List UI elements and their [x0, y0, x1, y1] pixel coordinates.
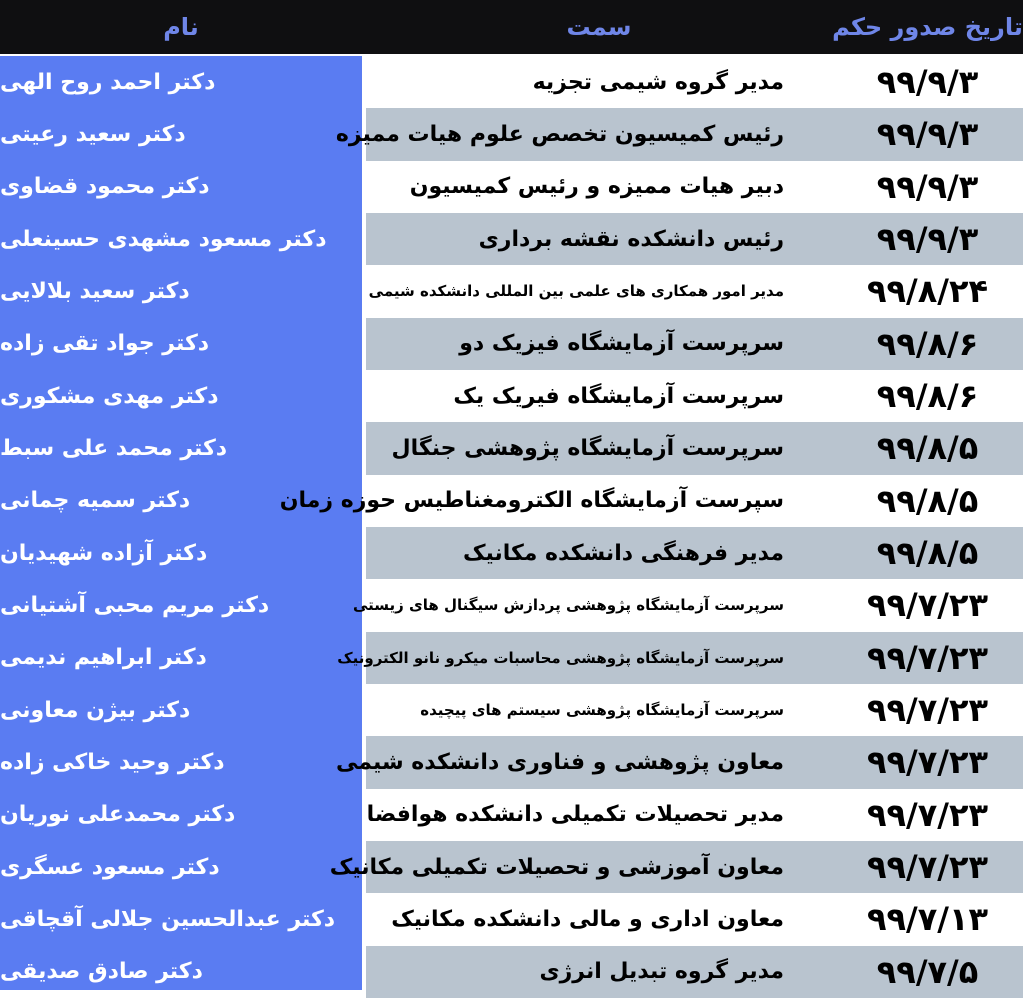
header-name: نام: [163, 13, 199, 41]
table-header: [0, 0, 1023, 54]
row-details: [366, 422, 1023, 474]
row-details: [366, 318, 1023, 370]
row-name: دکتر بیژن معاونی: [0, 697, 191, 723]
row-name: دکتر جواد تقی زاده: [0, 331, 210, 357]
row-details: [366, 56, 1023, 108]
table-row: [0, 265, 1023, 317]
table-row: [0, 475, 1023, 527]
row-name: دکتر مسعود مشهدی حسینعلی: [0, 226, 327, 252]
row-date: ۹۹/۹/۳: [876, 167, 979, 206]
row-details: [366, 370, 1023, 422]
table-row: [0, 161, 1023, 213]
row-details: [366, 684, 1023, 736]
row-role: دبیر هیات ممیزه و رئیس کمیسیون: [409, 174, 784, 200]
row-date: ۹۹/۸/۵: [876, 481, 979, 520]
row-date: ۹۹/۸/۶: [876, 324, 979, 363]
row-name: دکتر مسعود عسگری: [0, 854, 220, 880]
row-name: دکتر محمد علی سبط: [0, 435, 228, 461]
row-role: سرپرست آزمایشگاه فیزیک دو: [459, 331, 784, 357]
row-date: ۹۹/۷/۲۳: [866, 743, 989, 782]
row-role: سرپرست آزمایشگاه فیریک یک: [453, 383, 784, 409]
row-name: دکتر عبدالحسین جلالی آقچاقی: [0, 906, 336, 932]
row-role: مدیر امور همکاری های علمی بین المللی دانشکده شیمی: [368, 282, 784, 301]
row-role: معاون اداری و مالی دانشکده مکانیک: [391, 906, 784, 932]
row-details: [366, 789, 1023, 841]
row-name: دکتر آزاده شهیدیان: [0, 540, 208, 566]
table-row: [0, 841, 1023, 893]
table-row: [0, 318, 1023, 370]
table-row: [0, 893, 1023, 945]
row-name: دکتر مهدی مشکوری: [0, 383, 219, 409]
row-name: دکتر احمد روح الهی: [0, 69, 216, 95]
row-date: ۹۹/۷/۲۳: [866, 586, 989, 625]
row-date: ۹۹/۷/۲۳: [866, 795, 989, 834]
row-name: دکتر ابراهیم ندیمی: [0, 645, 207, 671]
row-role: معاون آموزشی و تحصیلات تکمیلی مکانیک: [329, 854, 784, 880]
row-details: [366, 527, 1023, 579]
row-name: دکتر سعید بلالایی: [0, 278, 190, 304]
table-row: [0, 213, 1023, 265]
row-name: دکتر محمدعلی نوریان: [0, 802, 236, 828]
row-date: ۹۹/۷/۲۳: [866, 848, 989, 887]
row-date: ۹۹/۷/۵: [876, 952, 979, 991]
row-details: [366, 265, 1023, 317]
table-row: [0, 684, 1023, 736]
row-details: [366, 213, 1023, 265]
row-details: [366, 946, 1023, 998]
row-date: ۹۹/۹/۳: [876, 63, 979, 102]
row-date: ۹۹/۸/۲۴: [866, 272, 989, 311]
header-role: سمت: [566, 13, 632, 41]
row-details: [337, 632, 1023, 684]
row-role: رئیس کمیسیون تخصص علوم هیات ممیزه: [335, 121, 784, 147]
row-date: ۹۹/۷/۱۳: [866, 900, 989, 939]
table-row: [0, 579, 1023, 631]
row-role: مدیر گروه تبدیل انرژی: [539, 959, 784, 985]
table-row: [0, 632, 1023, 684]
row-role: معاون پژوهشی و فناوری دانشکده شیمی: [336, 749, 784, 775]
row-role: سپرست آزمایشگاه الکترومغناطیس حوزه زمان: [279, 488, 784, 514]
row-date: ۹۹/۸/۵: [876, 534, 979, 573]
table-row: [0, 370, 1023, 422]
row-details: [335, 108, 1023, 160]
row-name: دکتر سمیه چمانی: [0, 488, 191, 514]
row-name: دکتر سعید رعیتی: [0, 121, 186, 147]
row-role: رئیس دانشکده نقشه برداری: [478, 226, 784, 252]
row-date: ۹۹/۹/۳: [876, 115, 979, 154]
table-row: [0, 56, 1023, 108]
row-details: [336, 736, 1023, 788]
table-row: [0, 422, 1023, 474]
row-details: [366, 893, 1023, 945]
row-role: مدیر تحصیلات تکمیلی دانشکده هوافضا: [366, 802, 784, 828]
row-date: ۹۹/۷/۲۳: [866, 691, 989, 730]
row-details: [279, 475, 1023, 527]
row-role: سرپرست آزمایشگاه پژوهشی محاسبات میکرو نانو الکترونیک: [337, 648, 784, 667]
row-details: [352, 579, 1023, 631]
row-role: مدیر فرهنگی دانشکده مکانیک: [462, 540, 784, 566]
row-role: سرپرست آزمایشگاه پژوهشی پردازش سیگنال های زیستی: [352, 596, 784, 615]
row-name: دکتر مریم محبی آشتیانی: [0, 592, 270, 618]
row-name: دکتر صادق صدیقی: [0, 959, 203, 985]
header-date: تاریخ صدور حکم: [832, 13, 1023, 41]
row-role: مدیر گروه شیمی تجزیه: [532, 69, 784, 95]
row-date: ۹۹/۷/۲۳: [866, 638, 989, 677]
table-row: [0, 527, 1023, 579]
row-date: ۹۹/۸/۶: [876, 377, 979, 416]
row-details: [366, 161, 1023, 213]
row-role: سرپرست آزمایشگاه پژوهشی سیستم های پیچیده: [420, 701, 784, 720]
row-date: ۹۹/۹/۳: [876, 220, 979, 259]
table-row: [0, 736, 1023, 788]
row-role: سرپرست آزمایشگاه پژوهشی جنگال: [391, 435, 784, 461]
row-name: دکتر وحید خاکی زاده: [0, 749, 225, 775]
row-details: [329, 841, 1023, 893]
table-row: [0, 108, 1023, 160]
row-name: دکتر محمود قضاوی: [0, 174, 210, 200]
row-date: ۹۹/۸/۵: [876, 429, 979, 468]
table-body: [0, 56, 1023, 998]
table-row: [0, 789, 1023, 841]
table-row: [0, 946, 1023, 998]
